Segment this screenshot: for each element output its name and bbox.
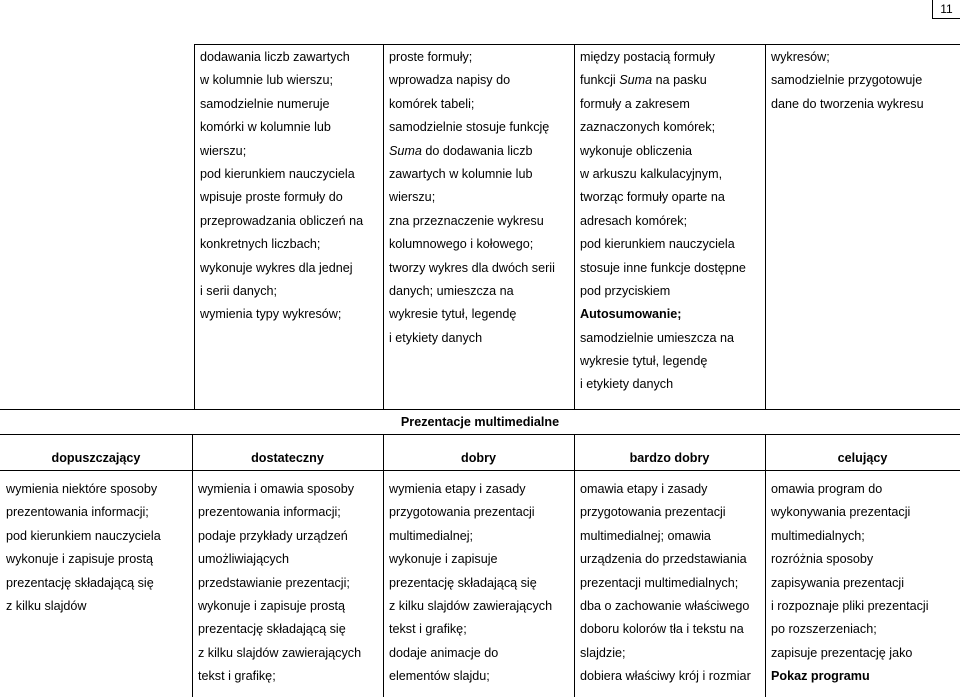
table-line: proste formuły; (389, 50, 473, 64)
table-line: w kolumnie lub wierszu; (200, 73, 333, 88)
section-title: Prezentacje multimedialne (400, 415, 560, 429)
bottom-col-1 (192, 478, 383, 689)
table-line: komórek tabeli; (389, 96, 475, 111)
table-line: przygotowania prezentacji (580, 505, 726, 520)
table-line: i serii danych; (200, 283, 277, 298)
table-line: omawia etapy i zasady (580, 482, 708, 496)
table-line: pod przyciskiem (580, 283, 671, 298)
header-dobry: dobry (461, 451, 496, 465)
header-dopuszczajacy: dopuszczający (51, 451, 141, 465)
table-line: przygotowania prezentacji (389, 505, 535, 520)
table-line: dane do tworzenia wykresu (771, 96, 924, 111)
table-line: wykonuje obliczenia (580, 143, 693, 158)
table-line: wykresie tytuł, legendę (389, 307, 517, 322)
table-line: tekst i grafikę; (198, 669, 276, 684)
table-line: elementów slajdu; (389, 669, 490, 684)
table-line: dba o zachowanie właściwego (580, 598, 750, 613)
top-col-2 (574, 46, 765, 397)
table-line: tworząc formuły oparte na (580, 190, 725, 205)
table-line: przeprowadzania obliczeń na (200, 213, 364, 228)
table-line: zawartych w kolumnie lub (389, 166, 533, 181)
bottom-col-2 (383, 478, 574, 689)
table-line: między postacią formuły (580, 50, 716, 64)
table-line: formuły a zakresem (580, 96, 690, 111)
table-line: wymienia etapy i zasady (389, 482, 526, 496)
top-col-0 (194, 46, 383, 327)
table-line: samodzielnie przygotowuje (771, 73, 923, 88)
table-line: wymienia i omawia sposoby (198, 482, 355, 496)
table-line: z kilku slajdów (6, 598, 87, 613)
table-line: pod kierunkiem nauczyciela (200, 166, 355, 181)
table-line: wykonuje i zapisuje prostą (198, 598, 346, 613)
table-line: komórki w kolumnie lub (200, 120, 331, 135)
table-line: prezentowania informacji; (6, 505, 149, 520)
table-line: stosuje inne funkcje dostępne (580, 260, 746, 275)
bottom-col-4 (765, 478, 960, 689)
section-title-border (0, 434, 960, 435)
table-line: rozróżnia sposoby (771, 552, 874, 567)
header-bardzo-dobry: bardzo dobry (629, 451, 710, 465)
table-line: pod kierunkiem nauczyciela (580, 237, 735, 252)
table-line: i rozpoznaje pliki prezentacji (771, 598, 929, 613)
table-line: z kilku slajdów zawierających (198, 645, 362, 660)
top-col-1 (383, 46, 574, 350)
top-table-border-top (194, 44, 960, 45)
table-line: omawia program do (771, 482, 883, 496)
table-line: doboru kolorów tła i tekstu na (580, 622, 744, 637)
table-line: wierszu; (200, 143, 247, 158)
table-line: i etykiety danych (580, 377, 674, 392)
table-line: prezentację składającą się (198, 622, 346, 637)
table-line: Suma do dodawania liczb (389, 143, 533, 158)
table-line: konkretnych liczbach; (200, 237, 321, 252)
table-line: danych; umieszcza na (389, 283, 514, 298)
table-line: wykonywania prezentacji (771, 505, 911, 520)
table-line: tekst i grafikę; (389, 622, 467, 637)
table-line: kolumnowego i kołowego; (389, 237, 534, 252)
table-line: tworzy wykres dla dwóch serii (389, 260, 555, 275)
table-line: adresach komórek; (580, 213, 688, 228)
table-line: multimedialnej; omawia (580, 528, 711, 543)
table-line: wykresów; (771, 50, 830, 64)
table-line: slajdzie; (580, 645, 626, 660)
table-line: prezentację składającą się (389, 575, 537, 590)
table-line: zaznaczonych komórek; (580, 120, 716, 135)
table-line: wpisuje proste formuły do (200, 190, 343, 205)
table-line: z kilku slajdów zawierających (389, 598, 553, 613)
table-line: prezentację składającą się (6, 575, 154, 590)
table-line: podaje przykłady urządzeń (198, 528, 348, 543)
table-line: w arkuszu kalkulacyjnym, (580, 166, 723, 181)
table-line: wprowadza napisy do (389, 73, 511, 88)
table-line: dodaje animacje do (389, 645, 499, 660)
header-row-border (0, 470, 960, 471)
table-line: dobiera właściwy krój i rozmiar (580, 669, 751, 684)
table-line: dodawania liczb zawartych (200, 50, 350, 64)
table-line: Autosumowanie; (580, 307, 682, 322)
table-line: pod kierunkiem nauczyciela (6, 528, 161, 543)
table-line: wierszu; (389, 190, 436, 205)
table-line: funkcji Suma na pasku (580, 73, 707, 88)
table-line: zapisuje prezentację jako (771, 645, 913, 660)
table-line: multimedialnej; (389, 528, 473, 543)
table-line: umożliwiających (198, 552, 289, 567)
table-line: wykonuje i zapisuje (389, 552, 498, 567)
table-line: wymienia typy wykresów; (200, 307, 342, 322)
table-line: urządzenia do przedstawiania (580, 552, 747, 567)
table-line: Pokaz programu (771, 669, 870, 684)
table-line: wykonuje i zapisuje prostą (6, 552, 154, 567)
bottom-col-0 (0, 478, 192, 618)
table-line: wymienia niektóre sposoby (6, 482, 158, 496)
table-line: wykresie tytuł, legendę (580, 354, 708, 369)
table-line: prezentacji multimedialnych; (580, 575, 739, 590)
table-line: samodzielnie stosuje funkcję (389, 120, 550, 135)
table-line: przedstawianie prezentacji; (198, 575, 350, 590)
table-line: prezentowania informacji; (198, 505, 341, 520)
bottom-col-3 (574, 478, 765, 689)
top-col-3 (765, 46, 960, 116)
table-line: po rozszerzeniach; (771, 622, 877, 637)
table-line: zapisywania prezentacji (771, 575, 905, 590)
table-line: samodzielnie numeruje (200, 96, 330, 111)
table-line: multimedialnych; (771, 528, 865, 543)
table-line: zna przeznaczenie wykresu (389, 213, 544, 228)
table-line: i etykiety danych (389, 330, 483, 345)
table-line: samodzielnie umieszcza na (580, 330, 734, 345)
page-number: 11 (932, 0, 960, 19)
table-line: wykonuje wykres dla jednej (200, 260, 353, 275)
header-celujacy: celujący (837, 451, 888, 465)
header-dostateczny: dostateczny (251, 451, 324, 465)
